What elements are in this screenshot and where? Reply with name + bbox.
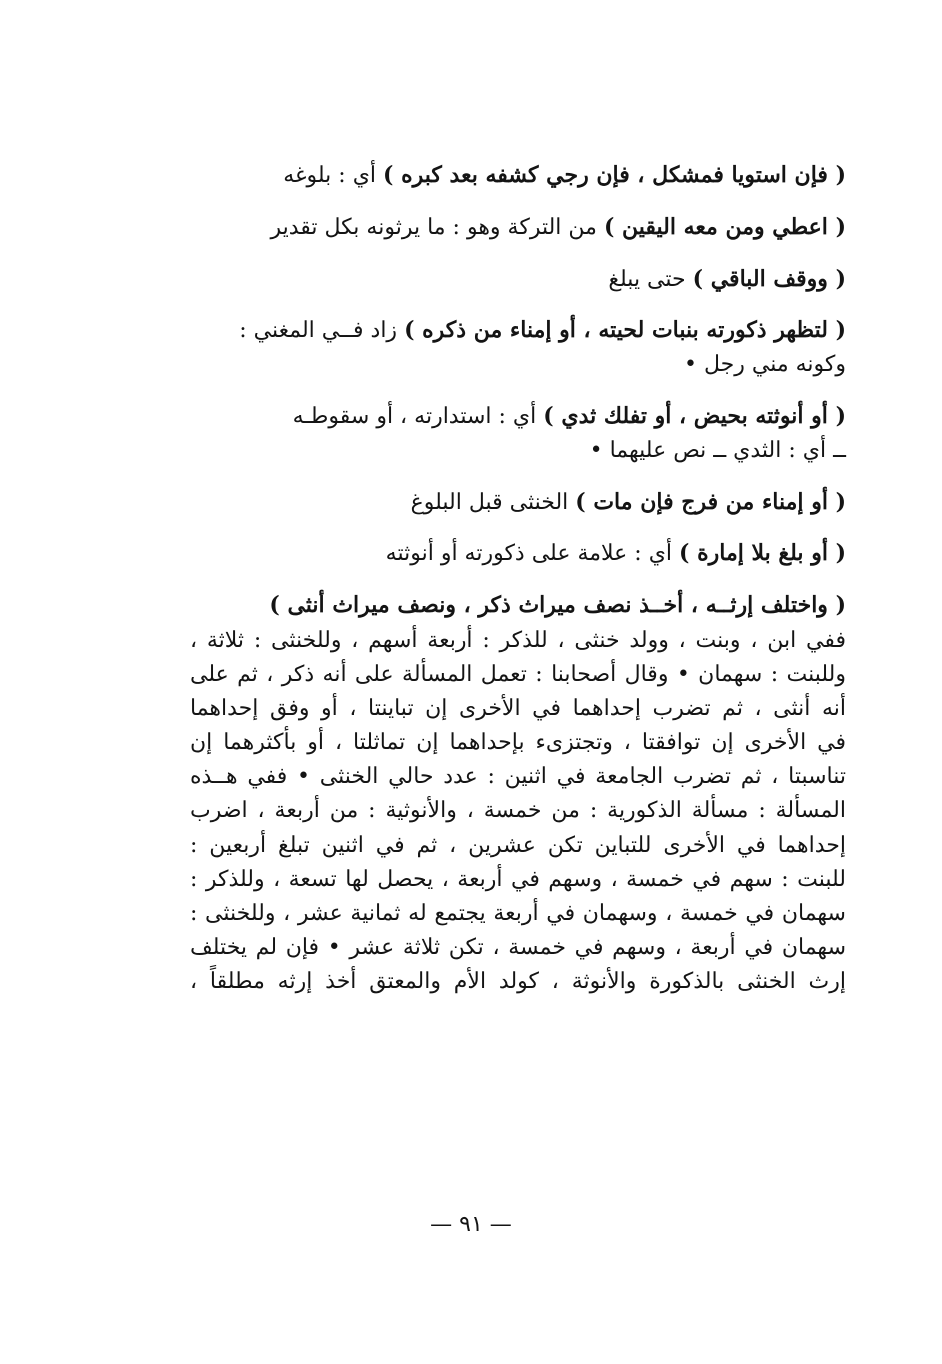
paragraph-line: سهمان في أربعة ، وسهم في خمسة ، تكن ثلاثة عشر • فإن لم يختلف bbox=[190, 934, 846, 960]
page-number: — ٩١ — bbox=[430, 1212, 512, 1237]
explanation: أي : علامة على ذكورته أو أنوثته bbox=[385, 541, 673, 567]
paragraph-line: إرث الخنثى بالذكورة والأنوثة ، كولد الأم والمعتق أخذ إرثه مطلقاً ، bbox=[190, 968, 846, 994]
explanation: ــ أي : الثدي ــ نص عليهما • bbox=[589, 437, 846, 463]
text-line bbox=[190, 315, 846, 347]
page-body bbox=[190, 160, 846, 999]
explanation: حتى يبلغ bbox=[608, 266, 686, 292]
bold-phrase: ( اعطي ومن معه اليقين ) bbox=[603, 213, 846, 240]
paragraph-line: سهمان في خمسة ، وسهمان في أربعة يجتمع له ثمانية عشر ، وللخنثى : bbox=[190, 900, 846, 926]
bold-phrase: ( ووقف الباقي ) bbox=[692, 265, 846, 292]
text-line bbox=[190, 590, 846, 622]
text-line bbox=[190, 264, 846, 296]
bold-phrase: ( أو إمناء من فرج فإن مات ) bbox=[575, 488, 846, 515]
paragraph-line: المسألة : مسألة الذكورية : من خمسة ، والأنوثية : من أربعة ، اضرب bbox=[190, 798, 846, 824]
paragraph bbox=[190, 624, 846, 999]
text-line bbox=[190, 487, 846, 519]
paragraph-line: أنه أنثى ، ثم تضرب إحداهما في الأخرى إن تباينتا ، أو وفق إحداهما bbox=[190, 696, 846, 722]
bold-phrase: ( أو بلغ بلا إمارة ) bbox=[679, 540, 846, 567]
bold-phrase: ( واختلف إرثــه ، أخــذ نصف ميراث ذكر ، ونصف ميراث أنثى ) bbox=[269, 592, 846, 619]
paragraph-line: وللبنت : سهمان • وقال أصحابنا : تعمل المسألة على أنه ذكر ، ثم على bbox=[190, 662, 846, 688]
explanation: زاد فــي المغني : bbox=[239, 318, 398, 344]
paragraph-line: ففي ابن ، وبنت ، وولد خنثى ، للذكر : أربعة أسهم ، وللخنثى : ثلاثة ، bbox=[190, 627, 846, 653]
explanation: الخنثى قبل البلوغ bbox=[410, 489, 569, 515]
explanation: أي : بلوغه bbox=[283, 163, 377, 188]
paragraph-line: إحداهما في الأخرى للتباين تكن عشرين ، ثم في اثنين تبلغ أربعين : bbox=[190, 832, 846, 858]
text-line bbox=[190, 435, 846, 467]
text-line bbox=[190, 160, 846, 192]
text-line bbox=[190, 212, 846, 244]
bold-phrase: ( أو أنوثته بحيض ، أو تفلك ثدي ) bbox=[543, 402, 846, 429]
bold-phrase: ( لتظهر ذكورته بنبات لحيته ، أو إمناء من ذكره ) bbox=[404, 317, 846, 344]
paragraph-line: في الأخرى إن توافقتا ، وتجتزىء بإحداهما إن تماثلتا ، أو بأكثرهما إن bbox=[190, 730, 846, 756]
explanation: من التركة وهو : ما يرثونه بكل تقدير bbox=[270, 214, 597, 240]
explanation: وكونه مني رجل • bbox=[684, 352, 846, 378]
paragraph-line: للبنت : سهم في خمسة ، وسهم في أربعة ، يحصل لها تسعة ، وللذكر : bbox=[190, 866, 846, 892]
paragraph-line: تناسبتا ، ثم تضرب الجامعة في اثنين : عدد حالي الخنثى • ففي هــذه bbox=[190, 764, 846, 790]
text-line bbox=[190, 349, 846, 381]
explanation: أي : استدارته ، أو سقوطـه bbox=[292, 403, 537, 429]
text-line bbox=[190, 538, 846, 570]
bold-phrase: ( فإن استويا فمشكل ، فإن رجي كشفه بعد كبره ) bbox=[383, 162, 846, 188]
text-line bbox=[190, 401, 846, 433]
